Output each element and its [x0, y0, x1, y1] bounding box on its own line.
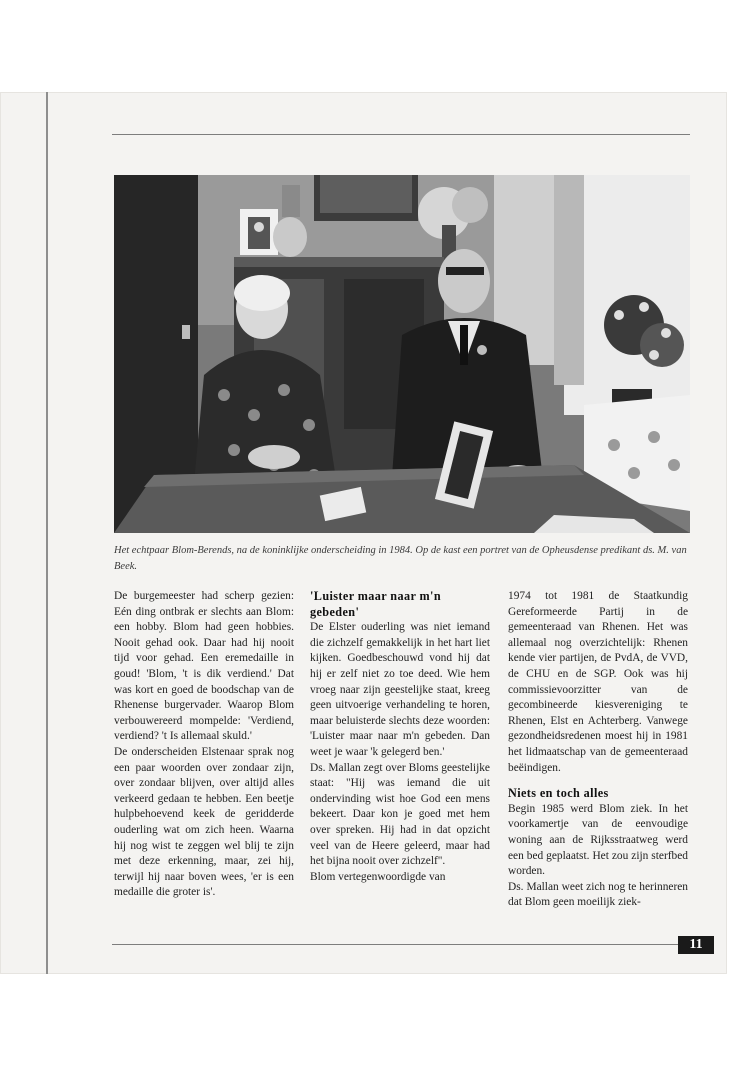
- bottom-rule: [112, 944, 678, 945]
- page-fold-line: [46, 92, 48, 974]
- text-column-2: [310, 589, 490, 885]
- text-column-3: [508, 589, 688, 911]
- col3-heading: Niets en toch alles: [508, 786, 609, 801]
- col1-paragraph-1: De burgemeester had scherp gezien: Eén ding ontbrak er slechts aan Blom: een hobby. Blom had geen hobbies. Nooit gehad ook. Daar had hij nooit tijd voor gehad. Een eremedaille in goud! 'Blom, 't is dik verdiend.' Dat was kort en goed de boodschap van de Rhenense burgervader. Waarop Blom verbouwereerd mompelde: 'Verdiend, verdiend? 't Is allemaal skuld.': [114, 590, 294, 743]
- photo-caption: Het echtpaar Blom-Berends, na de koninklijke onderscheiding in 1984. Op de kast een portret van de Opheusdense predikant ds. M. van Beek.: [114, 545, 687, 572]
- col2-paragraph-3: Blom vertegenwoordigde van: [310, 870, 446, 883]
- col3-paragraph-3: Ds. Mallan weet zich nog te herinneren dat Blom geen moeilijk ziek-: [508, 880, 688, 909]
- col2-paragraph-2: Ds. Mallan zegt over Bloms geestelijke staat: "Hij was iemand die uit ondervinding wist hoe God een mens bekeert. Daar kon je goed met hem over spreken. Hij had in dat opzicht veel van de Heere geleerd, maar had het bijna nooit over zichzelf".: [310, 761, 490, 868]
- col3-paragraph-1: 1974 tot 1981 de Staatkundig Gereformeerde Partij in de gemeenteraad van Rhenen. Het was allemaal nog overzichtelijk: Rhenen kende vier partijen, de PvdA, de VVD, de CHU en de SGP. Ook was hij commissievoorzitter van de gecombineerde kiesvereniging te Rhenen, Elst en Achterberg. Vanwege gezondheidsredenen moest hij in 1981 het lidmaatschap van de gemeenteraad beëindigen.: [508, 590, 688, 774]
- col3-paragraph-2: Begin 1985 werd Blom ziek. In het voorkamertje van de eenvoudige woning aan de Rijksstraatweg werd een bed geplaatst. Het zou zijn sterfbed worden.: [508, 802, 688, 878]
- top-rule: [112, 134, 690, 135]
- page-number: 11: [678, 936, 714, 954]
- col2-heading: 'Luister maar naar m'n gebeden': [310, 589, 442, 619]
- couple-photo: [114, 175, 690, 533]
- section-spacer: [508, 776, 688, 786]
- col1-paragraph-2: De onderscheiden Elstenaar sprak nog een paar woorden over zondaar zijn, over zondaar blijven, over altijd alles verkeerd gedaan te hebben. Een beetje hulpbehoevend keek de geridderde ouderling wat om zich heen. Waarna hij nog wist te zeggen wel blij te zijn met deze erkenning, maar, zei hij, terwijl hij naar boven wees, 'er is een medaille die groter is'.: [114, 745, 294, 899]
- col2-paragraph-1: De Elster ouderling was niet iemand die zichzelf gemakkelijk in het hart liet kijken. Goedbeschouwd vond hij dat hij er zelf niet zo toe deed. Wie hem vroeg naar zijn geestelijke staat, kreeg geen uitvoerige verhandeling te horen, maar beluisterde slechts deze woorden: 'Luister maar naar m'n gebeden. Dan weet je waar 'k gelegerd ben.': [310, 621, 490, 758]
- text-column-1: [114, 589, 294, 901]
